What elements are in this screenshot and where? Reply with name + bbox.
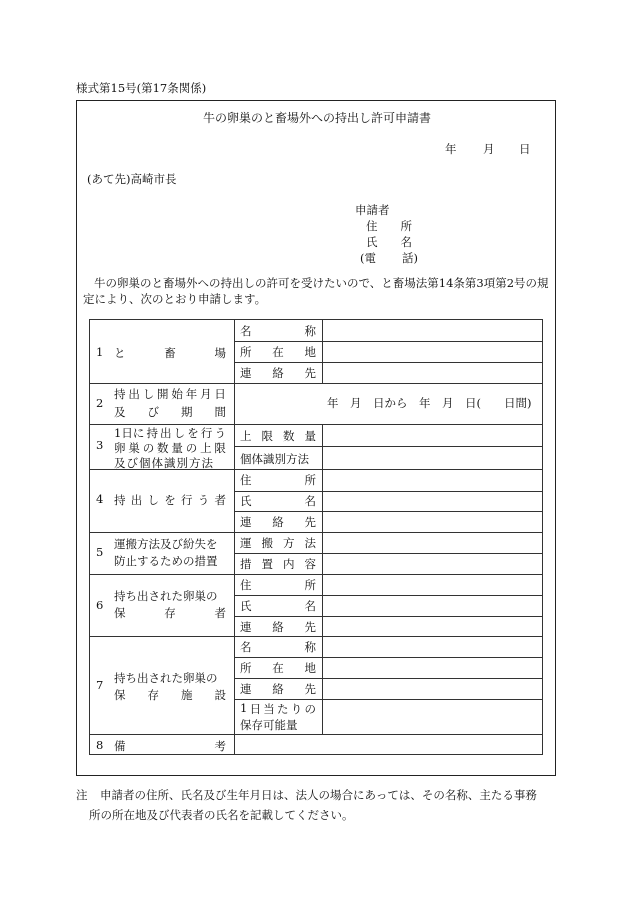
- date-year: 年: [445, 142, 457, 156]
- row5-label-line1: 運搬方法及び紛失を: [114, 537, 218, 551]
- form-frame: [76, 100, 556, 776]
- row3-identification-field[interactable]: [324, 448, 540, 468]
- note-line1: 申請者の住所、氏名及び生年月日は、法人の場合にあっては、その名称、主たる事務: [100, 788, 537, 802]
- row1-contact-field[interactable]: [324, 363, 540, 383]
- row3-label-line1: 1日に 持 出 し を 行 う: [114, 426, 226, 440]
- row4-sub-address: 住 所: [240, 473, 316, 487]
- row7-sub-name: 名 称: [240, 640, 316, 654]
- row6-contact-field[interactable]: [324, 617, 540, 636]
- row6-sub-address: 住 所: [240, 578, 316, 592]
- row7-name-field[interactable]: [324, 637, 540, 657]
- row7-location-field[interactable]: [324, 658, 540, 678]
- body-text-line2: 定により、次のとおり申請します。: [83, 292, 267, 306]
- row3-label-line2: 卵 巣 の 数 量 の 上 限: [114, 441, 226, 455]
- row8-label: 備 考: [114, 739, 226, 753]
- applicant-phone-label: (電 話): [360, 251, 418, 265]
- application-table: [89, 319, 543, 755]
- row7-capacity-label-line1: 1 日 当 た り の: [240, 701, 316, 716]
- row2-label-line2: 及 び 期 間: [114, 405, 226, 419]
- row6-name-field[interactable]: [324, 596, 540, 616]
- row8-remarks-field[interactable]: [236, 735, 540, 754]
- row5-number: 5: [96, 545, 104, 559]
- row5-sub-method: 運 搬 方 法: [240, 536, 316, 550]
- row5-label-line2: 防止するための措置: [114, 554, 218, 568]
- row4-contact-field[interactable]: [324, 512, 540, 532]
- row1-name-field[interactable]: [324, 321, 540, 341]
- row6-sub-contact: 連 絡 先: [240, 620, 316, 634]
- applicant-name-label: 氏 名: [366, 235, 412, 249]
- note-line2: 所の所在地及び代表者の氏名を記載してください。: [89, 808, 354, 822]
- row2-number: 2: [96, 396, 104, 410]
- row7-capacity-field[interactable]: [324, 700, 540, 734]
- row3-sub-limit: 上 限 数 量: [240, 429, 316, 443]
- row2-period-field[interactable]: 年 月 日から 年 月 日( 日間): [327, 396, 532, 410]
- row6-label-line1: 持ち出された卵巣の: [114, 589, 218, 603]
- row7-capacity-label-line2: 保存可能量: [240, 718, 298, 732]
- row8-number: 8: [96, 738, 104, 752]
- row2-label-line1: 持 出 し 開 始 年 月 日: [114, 387, 226, 401]
- row1-label: と 畜 場: [114, 346, 226, 360]
- note-mark: 注: [76, 788, 88, 802]
- row7-sub-location: 所 在 地: [240, 661, 316, 675]
- row6-number: 6: [96, 598, 104, 612]
- row1-sub-contact: 連 絡 先: [240, 366, 316, 380]
- row1-sub-location: 所 在 地: [240, 345, 316, 359]
- row6-address-field[interactable]: [324, 575, 540, 595]
- row4-address-field[interactable]: [324, 470, 540, 490]
- form-number: 様式第15号(第17条関係): [76, 81, 207, 95]
- row1-number: 1: [96, 345, 104, 359]
- row7-label-line1: 持ち出された卵巣の: [114, 671, 218, 685]
- row4-sub-contact: 連 絡 先: [240, 515, 316, 529]
- date-month: 月: [483, 142, 495, 156]
- row5-sub-measures: 措 置 内 容: [240, 557, 316, 571]
- row4-sub-name: 氏 名: [240, 494, 316, 508]
- row5-measures-field[interactable]: [324, 554, 540, 574]
- row6-label-line2: 保 存 者: [114, 606, 226, 620]
- row7-number: 7: [96, 678, 104, 692]
- row3-number: 3: [96, 438, 104, 452]
- body-text-line1: 牛の卵巣のと畜場外への持出しの許可を受けたいので、と畜場法第14条第3項第2号の規: [94, 276, 549, 290]
- row6-sub-name: 氏 名: [240, 599, 316, 613]
- row5-method-field[interactable]: [324, 533, 540, 553]
- form-title: 牛の卵巣のと畜場外への持出し許可申請書: [202, 111, 431, 125]
- row3-label-line3: 及び個体識別方法: [114, 456, 214, 470]
- row4-label: 持 出 し を 行 う 者: [114, 493, 226, 507]
- applicant-heading: 申請者: [355, 203, 390, 217]
- row7-sub-contact: 連 絡 先: [240, 682, 316, 696]
- row3-sub-identification: 個体識別方法: [240, 452, 309, 466]
- row7-label-line2: 保 存 施 設: [114, 688, 226, 702]
- row7-contact-field[interactable]: [324, 679, 540, 699]
- row1-sub-name: 名 称: [240, 324, 316, 338]
- row4-number: 4: [96, 492, 104, 506]
- row1-location-field[interactable]: [324, 342, 540, 362]
- date-day: 日: [519, 142, 531, 156]
- row3-limit-field[interactable]: [324, 426, 540, 446]
- applicant-address-label: 住 所: [366, 219, 412, 233]
- addressee: (あて先)高崎市長: [87, 172, 177, 186]
- row4-name-field[interactable]: [324, 492, 540, 511]
